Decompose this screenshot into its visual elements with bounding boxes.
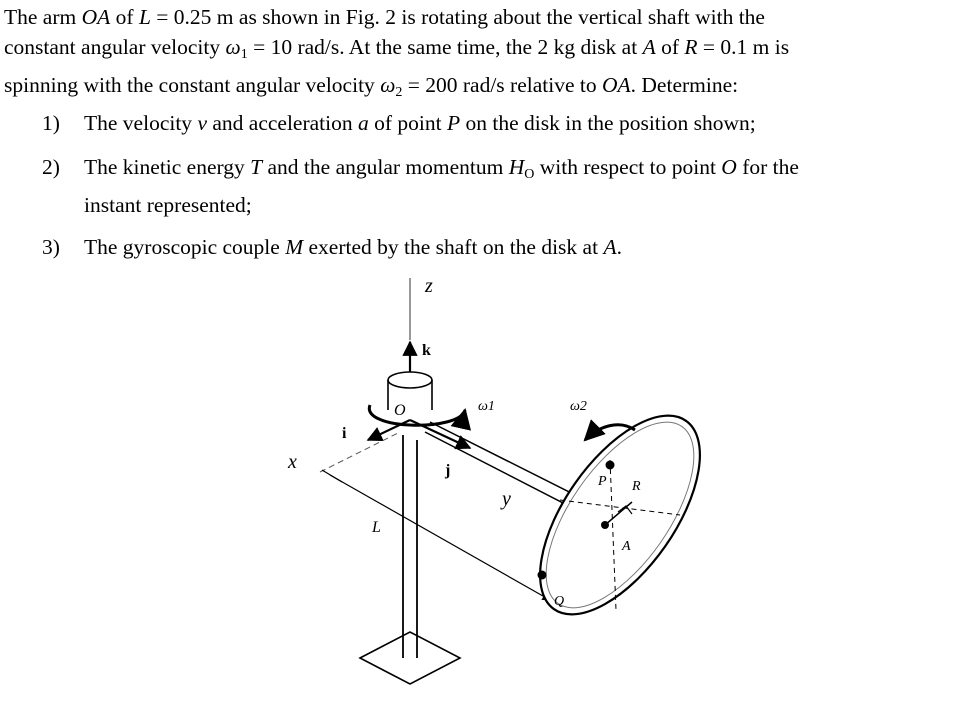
omega1-label: ω1	[478, 399, 495, 414]
intro-line-2: constant angular velocity $\omega_1 = 10$ rad/s. At the same time, the 2 kg disk at A of R = 0.1 m is	[4, 35, 790, 62]
length-dimension-line	[330, 475, 550, 600]
problem-intro	[4, 2, 956, 108]
mechanism-diagram	[260, 260, 740, 700]
question-2	[4, 152, 956, 220]
spinning-disk	[509, 389, 731, 640]
question-3	[4, 232, 956, 262]
question-text: The kinetic energy T and the angular momentum $H_O$ with respect to point O for the instant represented;	[84, 155, 799, 217]
question-number: 1)	[42, 111, 60, 135]
P-label: P	[598, 474, 607, 489]
A-label: A	[622, 539, 631, 554]
i-label: i	[342, 425, 347, 442]
x-axis-line	[320, 432, 400, 472]
x-axis-label: x	[288, 451, 297, 473]
R-label: R	[632, 479, 641, 494]
question-number: 2)	[42, 155, 60, 179]
L-label: L	[372, 519, 381, 536]
intro-line-1: The arm OA of L = 0.25 m as shown in Fig. 2 is rotating about the vertical shaft with the	[4, 5, 765, 29]
intro-line-3: spinning with the constant angular velocity $\omega_2 = 200$ rad/s relative to OA. Determine:	[4, 73, 739, 100]
question-text: The gyroscopic couple M exerted by the shaft on the disk at A.	[84, 235, 622, 259]
O-label: O	[394, 402, 406, 419]
z-axis-label: z	[425, 275, 433, 297]
point-P-marker	[606, 461, 615, 470]
question-text: The velocity v and acceleration a of point P on the disk in the position shown;	[84, 111, 756, 135]
problem-statement	[4, 2, 956, 262]
y-axis-label: y	[502, 488, 511, 510]
hub-top	[388, 372, 432, 388]
point-A-marker	[601, 521, 609, 529]
question-1	[4, 108, 956, 138]
figure-2	[260, 260, 740, 700]
point-Q-marker	[538, 571, 547, 580]
j-label: j	[445, 462, 451, 479]
base-plate	[360, 632, 460, 684]
k-label: k	[422, 342, 431, 359]
Q-label: Q	[554, 594, 565, 609]
omega2-label: ω2	[570, 399, 587, 414]
length-dimension-ext	[322, 470, 342, 482]
question-number: 3)	[42, 235, 60, 259]
question-list	[4, 108, 956, 262]
